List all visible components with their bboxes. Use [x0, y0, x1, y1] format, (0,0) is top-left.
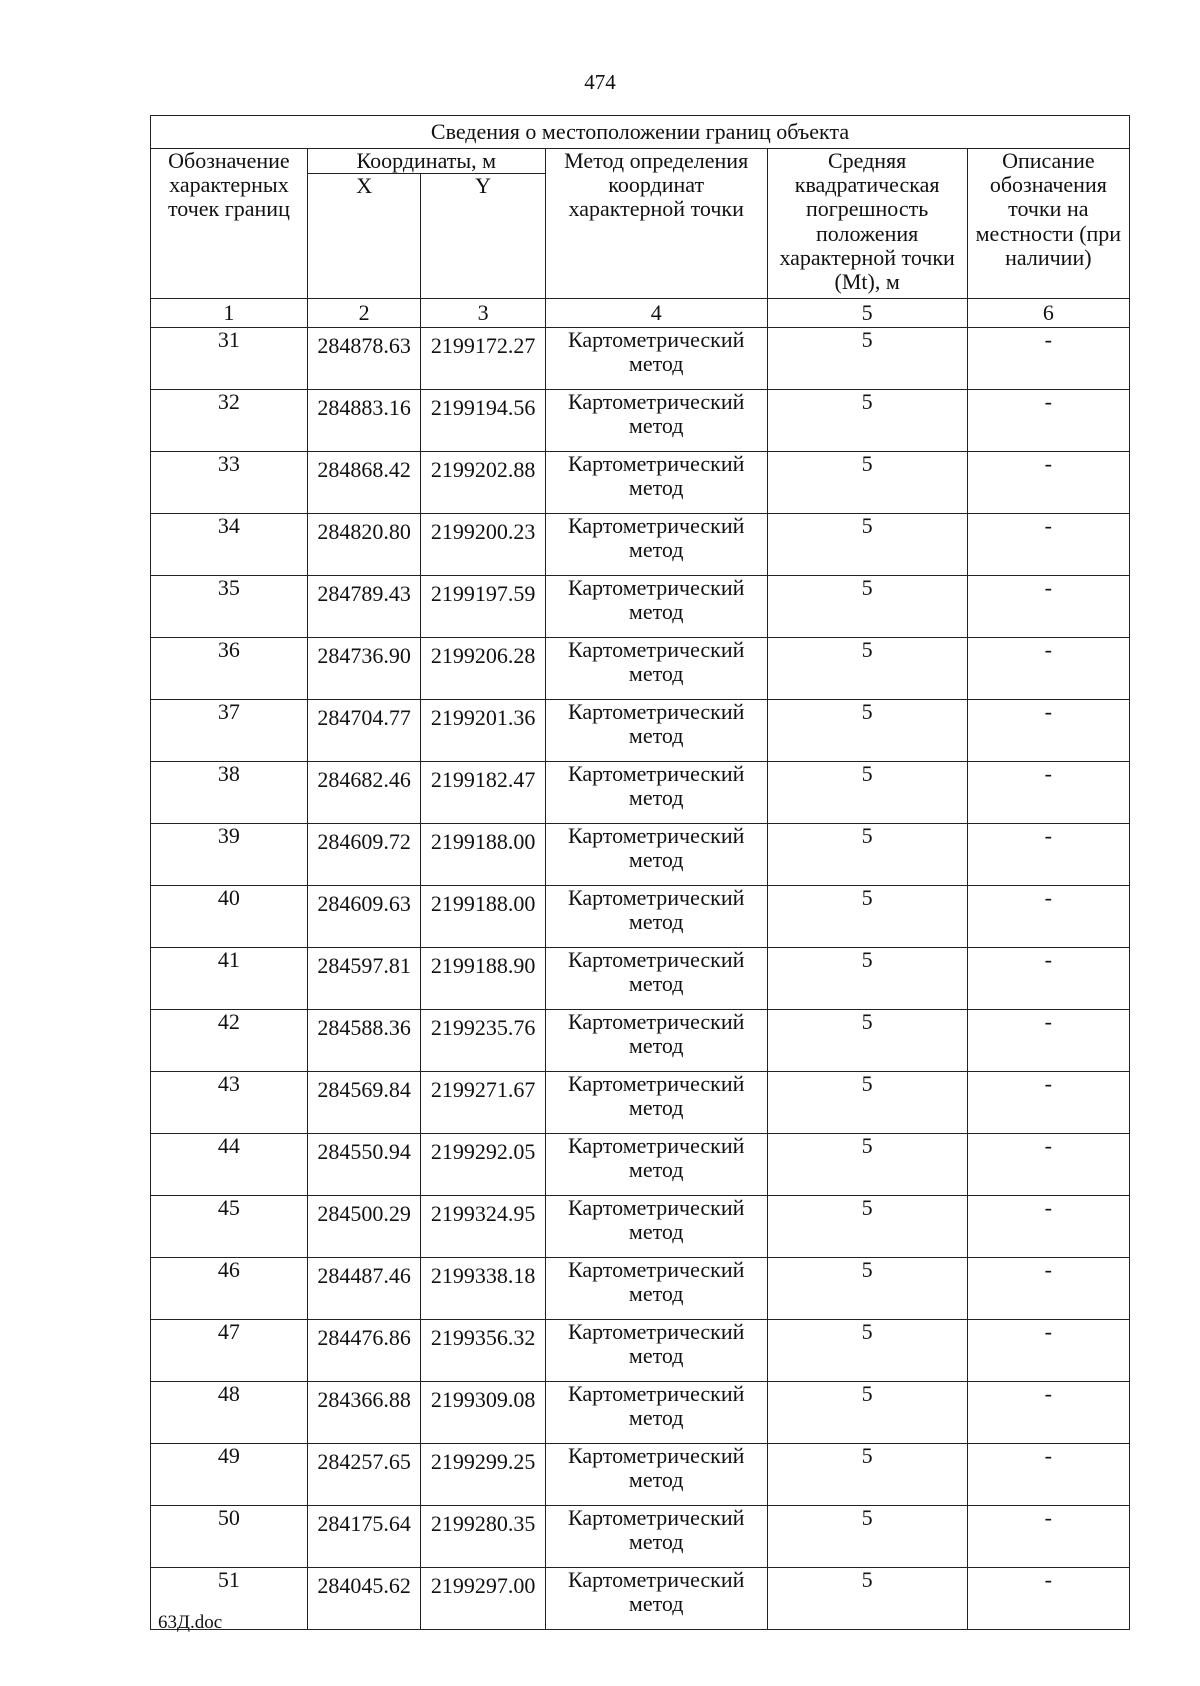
method-text: метод — [628, 1467, 684, 1493]
method-text: метод — [628, 847, 684, 873]
x-coordinate-cell: 284487.46 — [307, 1258, 421, 1320]
method-cell — [545, 1506, 767, 1568]
description-cell: - — [967, 1196, 1129, 1258]
method-text: метод — [628, 661, 684, 687]
point-number-cell: 46 — [151, 1258, 308, 1320]
accuracy-cell: 5 — [767, 390, 967, 452]
description-cell: - — [967, 1382, 1129, 1444]
y-coordinate-cell: 2199324.95 — [421, 1196, 545, 1258]
y-coordinate-cell: 2199197.59 — [421, 576, 545, 638]
method-text: Картометрический — [567, 1133, 745, 1159]
description-cell: - — [967, 638, 1129, 700]
point-number-cell: 40 — [151, 886, 308, 948]
header-coordinates: Координаты, м — [307, 149, 545, 174]
y-coordinate-cell: 2199235.76 — [421, 1010, 545, 1072]
method-text: метод — [628, 785, 684, 811]
accuracy-cell: 5 — [767, 700, 967, 762]
table-title: Сведения о местоположении границ объекта — [151, 116, 1130, 149]
column-number: 3 — [421, 299, 545, 328]
table-row — [151, 948, 1130, 1010]
point-number-cell: 33 — [151, 452, 308, 514]
y-coordinate-cell: 2199201.36 — [421, 700, 545, 762]
table-row — [151, 638, 1130, 700]
description-cell: - — [967, 948, 1129, 1010]
method-cell — [545, 390, 767, 452]
table-row — [151, 1196, 1130, 1258]
method-text: Картометрический — [567, 1567, 745, 1593]
point-number-cell: 35 — [151, 576, 308, 638]
method-text: Картометрический — [567, 1319, 745, 1345]
accuracy-cell: 5 — [767, 1568, 967, 1630]
method-cell — [545, 1010, 767, 1072]
table-row — [151, 1444, 1130, 1506]
method-text: Картометрический — [567, 947, 745, 973]
method-text: метод — [628, 723, 684, 749]
accuracy-cell: 5 — [767, 1258, 967, 1320]
point-number-cell: 32 — [151, 390, 308, 452]
table-row — [151, 1320, 1130, 1382]
column-number-row — [151, 299, 1130, 328]
method-text: Картометрический — [567, 699, 745, 725]
method-text: Картометрический — [567, 761, 745, 787]
table-row — [151, 700, 1130, 762]
accuracy-cell: 5 — [767, 1444, 967, 1506]
point-number-cell: 31 — [151, 328, 308, 390]
description-cell: - — [967, 762, 1129, 824]
method-text: метод — [628, 537, 684, 563]
method-text: Картометрический — [567, 1195, 745, 1221]
table-row — [151, 886, 1130, 948]
method-text: метод — [628, 1095, 684, 1121]
method-text: метод — [628, 971, 684, 997]
description-cell: - — [967, 824, 1129, 886]
description-cell: - — [967, 576, 1129, 638]
table-row — [151, 452, 1130, 514]
table-body — [151, 328, 1130, 1630]
x-coordinate-cell: 284878.63 — [307, 328, 421, 390]
description-cell: - — [967, 514, 1129, 576]
header-point-designation: Обозначение характерных точек границ — [151, 149, 308, 299]
method-cell — [545, 1072, 767, 1134]
method-text: Картометрический — [567, 389, 745, 415]
column-number: 4 — [545, 299, 767, 328]
method-text: Картометрический — [567, 1071, 745, 1097]
y-coordinate-cell: 2199292.05 — [421, 1134, 545, 1196]
x-coordinate-cell: 284257.65 — [307, 1444, 421, 1506]
description-cell: - — [967, 1258, 1129, 1320]
method-text: метод — [628, 1157, 684, 1183]
column-number: 5 — [767, 299, 967, 328]
y-coordinate-cell: 2199356.32 — [421, 1320, 545, 1382]
description-cell: - — [967, 1568, 1129, 1630]
x-coordinate-cell: 284476.86 — [307, 1320, 421, 1382]
method-text: метод — [628, 351, 684, 377]
table-row — [151, 1506, 1130, 1568]
point-number-cell: 45 — [151, 1196, 308, 1258]
x-coordinate-cell: 284609.72 — [307, 824, 421, 886]
accuracy-cell: 5 — [767, 762, 967, 824]
table-row — [151, 1010, 1130, 1072]
method-cell — [545, 700, 767, 762]
accuracy-cell: 5 — [767, 452, 967, 514]
method-cell — [545, 1134, 767, 1196]
method-text: метод — [628, 1033, 684, 1059]
method-text: Картометрический — [567, 1381, 745, 1407]
description-cell: - — [967, 886, 1129, 948]
method-text: Картометрический — [567, 1505, 745, 1531]
x-coordinate-cell: 284820.80 — [307, 514, 421, 576]
x-coordinate-cell: 284682.46 — [307, 762, 421, 824]
method-cell — [545, 1196, 767, 1258]
method-cell — [545, 1568, 767, 1630]
accuracy-cell: 5 — [767, 638, 967, 700]
description-cell: - — [967, 390, 1129, 452]
point-number-cell: 38 — [151, 762, 308, 824]
accuracy-cell: 5 — [767, 1010, 967, 1072]
y-coordinate-cell: 2199172.27 — [421, 328, 545, 390]
y-coordinate-cell: 2199188.00 — [421, 886, 545, 948]
accuracy-cell: 5 — [767, 328, 967, 390]
method-text: метод — [628, 1281, 684, 1307]
method-text: метод — [628, 1591, 684, 1617]
y-coordinate-cell: 2199182.47 — [421, 762, 545, 824]
page-number: 474 — [584, 70, 616, 94]
description-cell: - — [967, 1506, 1129, 1568]
x-coordinate-cell: 284569.84 — [307, 1072, 421, 1134]
y-coordinate-cell: 2199188.00 — [421, 824, 545, 886]
column-number: 1 — [151, 299, 308, 328]
point-number-cell: 41 — [151, 948, 308, 1010]
point-number-cell: 39 — [151, 824, 308, 886]
table-row — [151, 1382, 1130, 1444]
x-coordinate-cell: 284588.36 — [307, 1010, 421, 1072]
method-cell — [545, 1320, 767, 1382]
table-row — [151, 1258, 1130, 1320]
method-text: Картометрический — [567, 1257, 745, 1283]
point-number-cell: 43 — [151, 1072, 308, 1134]
accuracy-cell: 5 — [767, 1506, 967, 1568]
description-cell: - — [967, 1010, 1129, 1072]
column-number: 2 — [307, 299, 421, 328]
method-cell — [545, 576, 767, 638]
method-text: Картометрический — [567, 575, 745, 601]
point-number-cell: 34 — [151, 514, 308, 576]
table-row — [151, 514, 1130, 576]
point-number-cell: 44 — [151, 1134, 308, 1196]
column-number: 6 — [967, 299, 1129, 328]
method-cell — [545, 824, 767, 886]
footer-filename: 63Д.doc — [158, 1612, 223, 1633]
header-x: X — [307, 174, 421, 299]
y-coordinate-cell: 2199200.23 — [421, 514, 545, 576]
header-description: Описание обозначения точки на местности (при наличии) — [967, 149, 1129, 299]
description-cell: - — [967, 700, 1129, 762]
y-coordinate-cell: 2199194.56 — [421, 390, 545, 452]
y-coordinate-cell: 2199202.88 — [421, 452, 545, 514]
method-cell — [545, 1382, 767, 1444]
x-coordinate-cell: 284868.42 — [307, 452, 421, 514]
method-text: метод — [628, 413, 684, 439]
description-cell: - — [967, 1134, 1129, 1196]
method-cell — [545, 1444, 767, 1506]
table-row — [151, 1568, 1130, 1630]
method-text: Картометрический — [567, 1009, 745, 1035]
boundary-coordinates-table — [150, 115, 1130, 1630]
point-number-cell: 48 — [151, 1382, 308, 1444]
method-text: Картометрический — [567, 885, 745, 911]
method-cell — [545, 638, 767, 700]
method-text: Картометрический — [567, 327, 745, 353]
table-row — [151, 576, 1130, 638]
accuracy-cell: 5 — [767, 1382, 967, 1444]
method-text: метод — [628, 599, 684, 625]
method-cell — [545, 762, 767, 824]
method-cell — [545, 1258, 767, 1320]
table-row — [151, 824, 1130, 886]
description-cell: - — [967, 1320, 1129, 1382]
method-cell — [545, 948, 767, 1010]
y-coordinate-cell: 2199299.25 — [421, 1444, 545, 1506]
point-number-cell: 42 — [151, 1010, 308, 1072]
header-y: Y — [421, 174, 545, 299]
method-text: Картометрический — [567, 1443, 745, 1469]
point-number-cell: 36 — [151, 638, 308, 700]
x-coordinate-cell: 284500.29 — [307, 1196, 421, 1258]
table-row — [151, 1134, 1130, 1196]
x-coordinate-cell: 284704.77 — [307, 700, 421, 762]
method-text: Картометрический — [567, 451, 745, 477]
x-coordinate-cell: 284550.94 — [307, 1134, 421, 1196]
method-text: метод — [628, 1343, 684, 1369]
x-coordinate-cell: 284736.90 — [307, 638, 421, 700]
x-coordinate-cell: 284789.43 — [307, 576, 421, 638]
y-coordinate-cell: 2199206.28 — [421, 638, 545, 700]
description-cell: - — [967, 1072, 1129, 1134]
method-cell — [545, 514, 767, 576]
point-number-cell: 50 — [151, 1506, 308, 1568]
y-coordinate-cell: 2199280.35 — [421, 1506, 545, 1568]
accuracy-cell: 5 — [767, 824, 967, 886]
y-coordinate-cell: 2199297.00 — [421, 1568, 545, 1630]
accuracy-cell: 5 — [767, 886, 967, 948]
header-method: Метод определения координат характерной точки — [545, 149, 767, 299]
description-cell: - — [967, 1444, 1129, 1506]
method-text: Картометрический — [567, 513, 745, 539]
method-text: метод — [628, 909, 684, 935]
accuracy-cell: 5 — [767, 1320, 967, 1382]
description-cell: - — [967, 452, 1129, 514]
method-text: метод — [628, 1219, 684, 1245]
accuracy-cell: 5 — [767, 514, 967, 576]
point-number-cell: 37 — [151, 700, 308, 762]
y-coordinate-cell: 2199338.18 — [421, 1258, 545, 1320]
method-cell — [545, 886, 767, 948]
x-coordinate-cell: 284597.81 — [307, 948, 421, 1010]
method-text: Картометрический — [567, 637, 745, 663]
accuracy-cell: 5 — [767, 1134, 967, 1196]
table-row — [151, 390, 1130, 452]
y-coordinate-cell: 2199271.67 — [421, 1072, 545, 1134]
table-row — [151, 1072, 1130, 1134]
method-cell — [545, 328, 767, 390]
x-coordinate-cell: 284175.64 — [307, 1506, 421, 1568]
y-coordinate-cell: 2199188.90 — [421, 948, 545, 1010]
point-number-cell: 51 — [151, 1568, 308, 1630]
x-coordinate-cell: 284883.16 — [307, 390, 421, 452]
x-coordinate-cell: 284045.62 — [307, 1568, 421, 1630]
y-coordinate-cell: 2199309.08 — [421, 1382, 545, 1444]
method-text: метод — [628, 1405, 684, 1431]
accuracy-cell: 5 — [767, 576, 967, 638]
accuracy-cell: 5 — [767, 1196, 967, 1258]
method-cell — [545, 452, 767, 514]
method-text: метод — [628, 1529, 684, 1555]
description-cell: - — [967, 328, 1129, 390]
table-row — [151, 762, 1130, 824]
header-accuracy: Средняя квадратическая погрешность положения характерной точки (Mt), м — [767, 149, 967, 299]
table-row — [151, 328, 1130, 390]
point-number-cell: 47 — [151, 1320, 308, 1382]
point-number-cell: 49 — [151, 1444, 308, 1506]
x-coordinate-cell: 284609.63 — [307, 886, 421, 948]
accuracy-cell: 5 — [767, 948, 967, 1010]
method-text: Картометрический — [567, 823, 745, 849]
x-coordinate-cell: 284366.88 — [307, 1382, 421, 1444]
accuracy-cell: 5 — [767, 1072, 967, 1134]
method-text: метод — [628, 475, 684, 501]
